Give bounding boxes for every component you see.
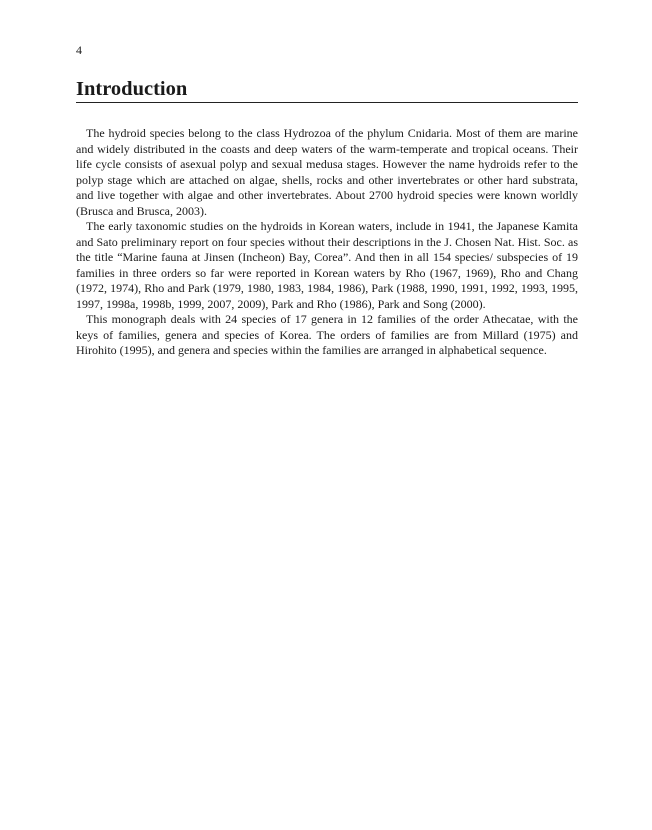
paragraph-2: The early taxonomic studies on the hydroids in Korean waters, include in 1941, the Japanese Kamita and Sato preliminary report on four species without their descriptions in the J. Chosen Nat. Hist. Soc. as the title “Marine fauna at Jinsen (Incheon) Bay, Corea”. And then in all 154 species/ subspecies of 19 families in three orders so far were reported in Korean waters by Rho (1967, 1969), Rho and Chang (1972, 1974), Rho and Park (1979, 1980, 1983, 1984, 1986), Park (1988, 1990, 1991, 1992, 1993, 1995, 1997, 1998a, 1998b, 1999, 2007, 2009), Park and Rho (1986), Park and Song (2000). <box>76 219 578 311</box>
paragraph-3: This monograph deals with 24 species of 17 genera in 12 families of the order Athecatae, with the keys of families, genera and species of Korea. The orders of families are from Millard (1975) and Hirohito (1995), and genera and species within the families are arranged in alphabetical sequence. <box>76 312 578 357</box>
paragraph-1: The hydroid species belong to the class Hydrozoa of the phylum Cnidaria. Most of them are marine and widely distributed in the coasts and deep waters of the warm-temperate and tropical oceans. Their life cycle consists of asexual polyp and sexual medusa stages. However the name hydroids refer to the polyp stage which are attached on algae, shells, rocks and other invertebrates or other hard substrata, and live together with algae and other invertebrates. About 2700 hydroid species were known worldly (Brusca and Brusca, 2003). <box>76 126 578 218</box>
page-number: 4 <box>76 43 82 57</box>
body-text <box>76 126 578 359</box>
section-heading: Introduction <box>76 77 578 103</box>
